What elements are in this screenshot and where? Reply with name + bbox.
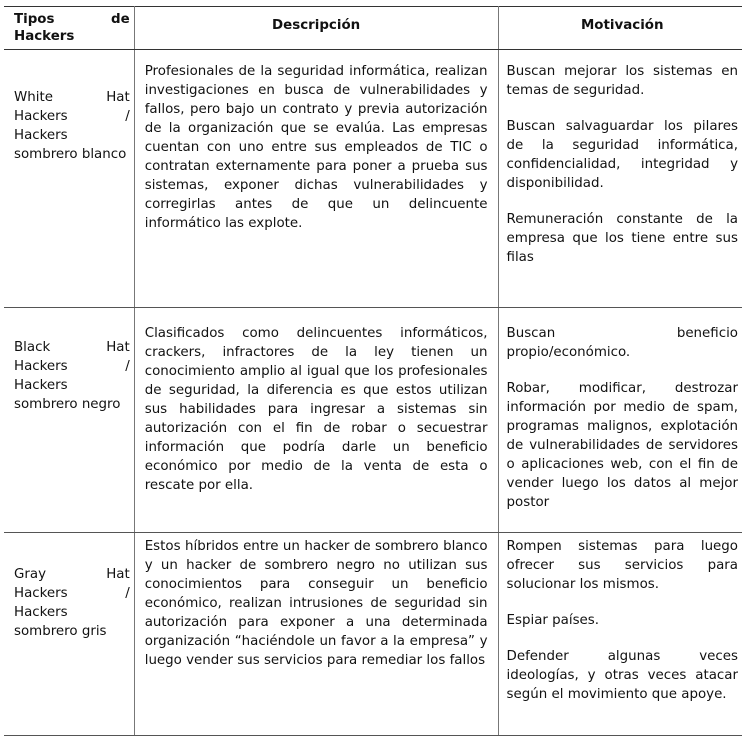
header-row [4, 7, 742, 50]
motivation-item: Defender algunas veces ideologías, y otras veces atacar según el movimiento que apoye. [506, 649, 738, 702]
motivation-item: Rompen sistemas para luego ofrecer sus servicios para solucionar los mismos. [506, 539, 738, 592]
table-row-black-hat [4, 308, 742, 533]
header-types: Tipos de Hackers [4, 7, 134, 50]
motivation-item: Buscan beneficio propio/económico. [506, 326, 738, 360]
motivation-item: Espiar países. [506, 613, 600, 628]
type-cell: Gray Hat Hackers / Hackers sombrero gris [4, 533, 134, 736]
type-cell: White Hat Hackers / Hackers sombrero blanco [4, 50, 134, 308]
header-motivation: Motivación [498, 7, 742, 50]
type-cell: Black Hat Hackers / Hackers sombrero negro [4, 308, 134, 533]
description-cell: Profesionales de la seguridad informática, realizan investigaciones en busca de vulnerabilidades y fallos, pero bajo un contrato y previa autorización de la organización que se evalúa. Las empresas cuentan con uno entre sus empleados de TIC o contratan externamente para poner a prueba sus sistemas, exponer dichas vulnerabilidades y corregirlas antes de que un delincuente informático las explote. [134, 50, 498, 308]
motivation-item: Buscan mejorar los sistemas en temas de seguridad. [506, 64, 738, 98]
motivation-cell [498, 50, 742, 308]
table-row-gray-hat [4, 533, 742, 736]
description-cell: Estos híbridos entre un hacker de sombrero blanco y un hacker de sombrero negro no utilizan sus conocimientos para conseguir un beneficio económico, realizan intrusiones de seguridad sin autorización para exponer a una determinada organización “haciéndole un favor a la empresa” y luego vender sus servicios para remediar los fallos [134, 533, 498, 736]
motivation-cell [498, 533, 742, 736]
motivation-item: Remuneración constante de la empresa que los tiene entre sus filas [506, 212, 738, 265]
motivation-item: Robar, modificar, destrozar información por medio de spam, programas malignos, explotación de vulnerabilidades de servidores o aplicaciones web, con el fin de vender luego los datos al mejor postor [506, 381, 738, 510]
motivation-item: Buscan salvaguardar los pilares de la seguridad informática, confidencialidad, integridad y disponibilidad. [506, 119, 738, 191]
table-row-white-hat [4, 50, 742, 308]
motivation-cell [498, 308, 742, 533]
hacker-types-table [4, 6, 742, 736]
description-cell: Clasificados como delincuentes informáticos, crackers, infractores de la ley tienen un conocimiento amplio al igual que los profesionales de seguridad, la diferencia es que estos utilizan sus habilidades para ingresar a sistemas sin autorización con el fin de robar o secuestrar información que podría darle un beneficio económico por medio de la venta de esta o rescate por ella. [134, 308, 498, 533]
header-description: Descripción [134, 7, 498, 50]
